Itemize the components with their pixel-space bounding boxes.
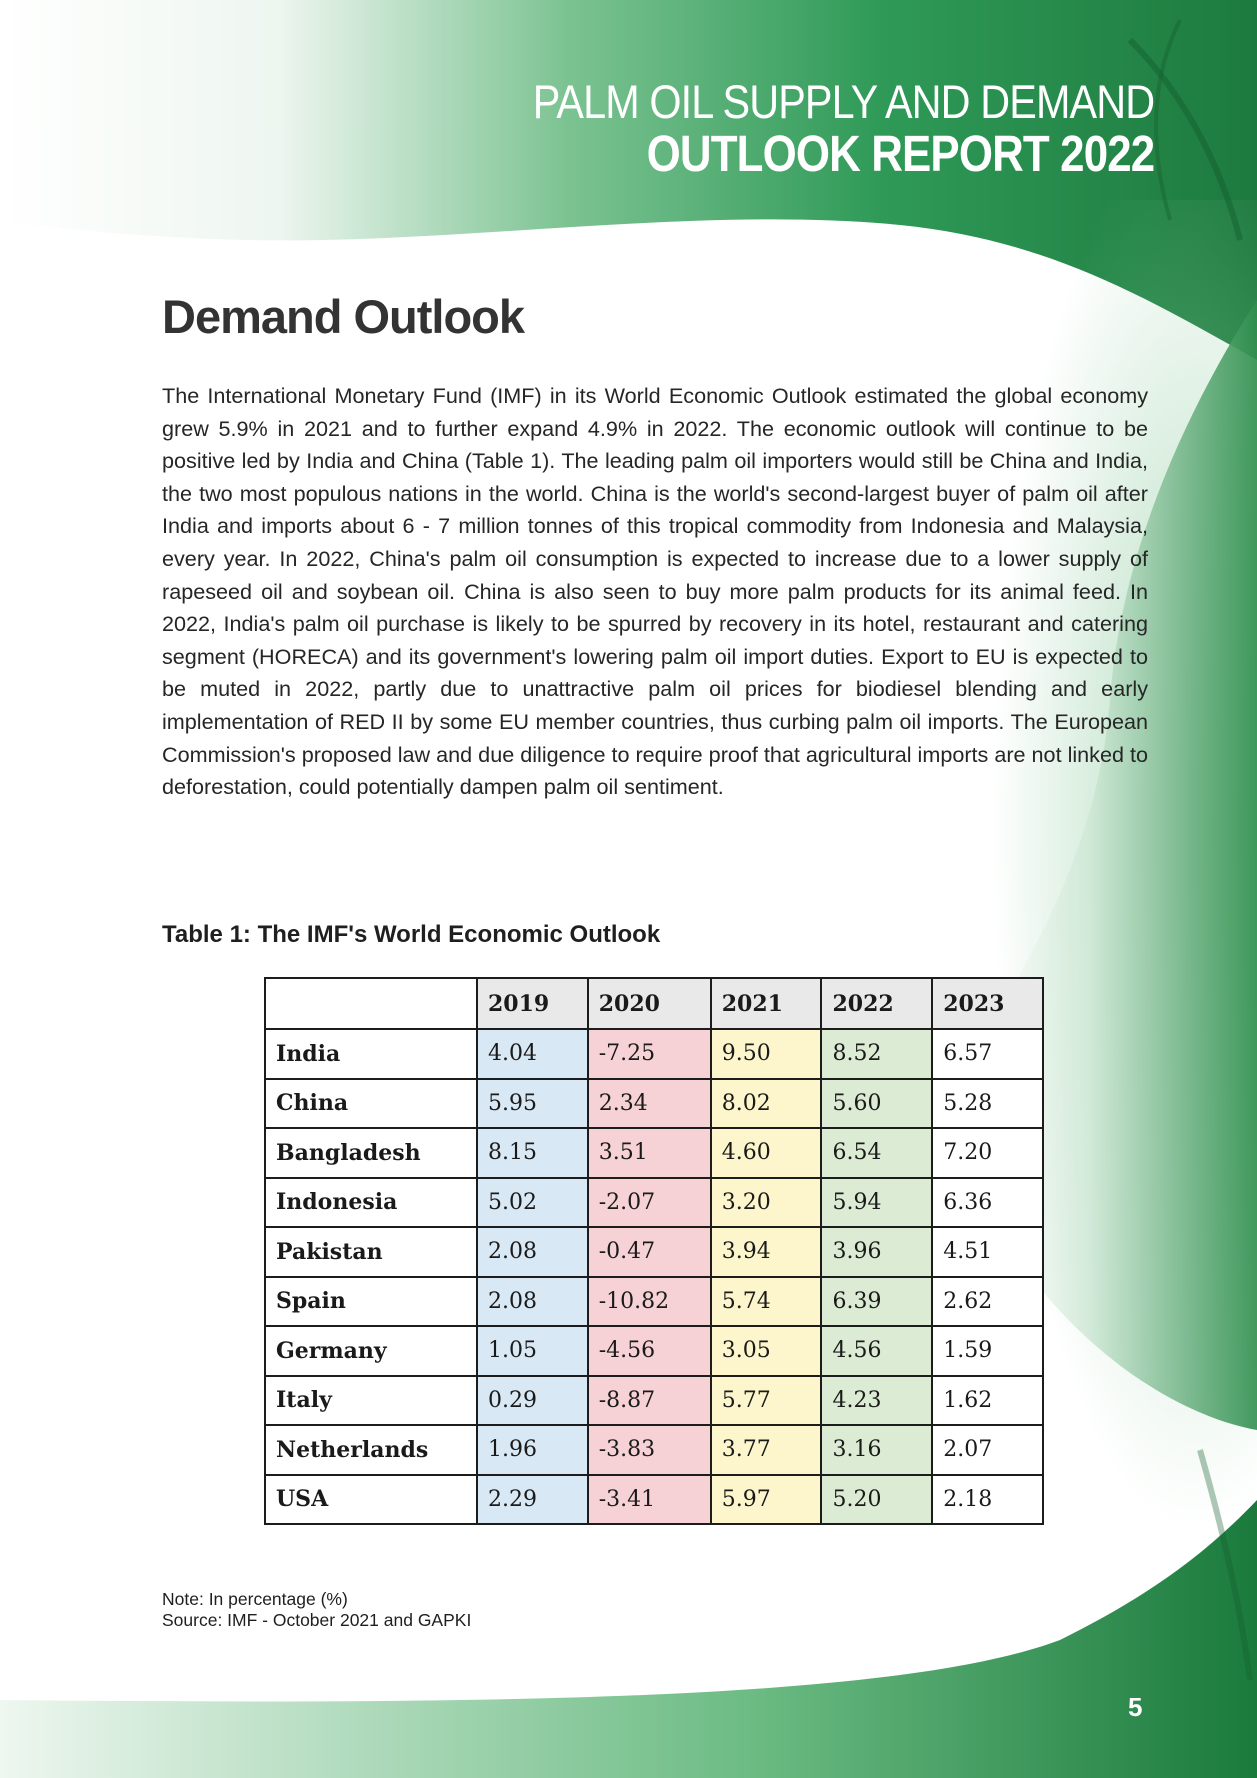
value-cell: 8.52 xyxy=(821,1029,932,1079)
table-notes xyxy=(162,1589,471,1631)
value-cell: 1.59 xyxy=(932,1326,1043,1376)
country-cell: Netherlands xyxy=(265,1425,477,1475)
column-header: 2021 xyxy=(711,978,822,1029)
value-cell: 2.34 xyxy=(588,1079,711,1129)
value-cell: 2.08 xyxy=(477,1227,588,1277)
value-cell: 5.77 xyxy=(711,1376,822,1426)
table-row xyxy=(265,1079,1043,1129)
value-cell: 5.97 xyxy=(711,1475,822,1525)
value-cell: 4.23 xyxy=(821,1376,932,1426)
value-cell: 1.05 xyxy=(477,1326,588,1376)
country-cell: Indonesia xyxy=(265,1178,477,1228)
value-cell: 6.36 xyxy=(932,1178,1043,1228)
page-title: Demand Outlook xyxy=(162,290,525,343)
country-cell: Italy xyxy=(265,1376,477,1426)
value-cell: 3.16 xyxy=(821,1425,932,1475)
value-cell: 5.60 xyxy=(821,1079,932,1129)
value-cell: 4.56 xyxy=(821,1326,932,1376)
value-cell: 6.39 xyxy=(821,1277,932,1327)
column-header: 2020 xyxy=(588,978,711,1029)
value-cell: 2.29 xyxy=(477,1475,588,1525)
value-cell: 3.96 xyxy=(821,1227,932,1277)
value-cell: 0.29 xyxy=(477,1376,588,1426)
value-cell: -8.87 xyxy=(588,1376,711,1426)
value-cell: 5.94 xyxy=(821,1178,932,1228)
value-cell: 7.20 xyxy=(932,1128,1043,1178)
column-header: 2022 xyxy=(821,978,932,1029)
value-cell: 5.28 xyxy=(932,1079,1043,1129)
value-cell: -3.41 xyxy=(588,1475,711,1525)
value-cell: 2.07 xyxy=(932,1425,1043,1475)
value-cell: 3.77 xyxy=(711,1425,822,1475)
country-cell: India xyxy=(265,1029,477,1079)
value-cell: 1.62 xyxy=(932,1376,1043,1426)
country-cell: Pakistan xyxy=(265,1227,477,1277)
table-row xyxy=(265,1475,1043,1525)
value-cell: 4.04 xyxy=(477,1029,588,1079)
value-cell: 8.15 xyxy=(477,1128,588,1178)
value-cell: 9.50 xyxy=(711,1029,822,1079)
table-row xyxy=(265,1376,1043,1426)
imf-outlook-table xyxy=(264,977,1044,1525)
value-cell: 4.60 xyxy=(711,1128,822,1178)
value-cell: -0.47 xyxy=(588,1227,711,1277)
column-header: 2019 xyxy=(477,978,588,1029)
value-cell: 5.20 xyxy=(821,1475,932,1525)
value-cell: 2.62 xyxy=(932,1277,1043,1327)
value-cell: 3.05 xyxy=(711,1326,822,1376)
value-cell: 3.51 xyxy=(588,1128,711,1178)
country-cell: USA xyxy=(265,1475,477,1525)
value-cell: -7.25 xyxy=(588,1029,711,1079)
note-text: Note: In percentage (%) xyxy=(162,1589,348,1609)
table-row xyxy=(265,1178,1043,1228)
value-cell: 3.20 xyxy=(711,1178,822,1228)
value-cell: 5.74 xyxy=(711,1277,822,1327)
country-cell: Spain xyxy=(265,1277,477,1327)
value-cell: -2.07 xyxy=(588,1178,711,1228)
table-row xyxy=(265,1277,1043,1327)
source-text: Source: IMF - October 2021 and GAPKI xyxy=(162,1610,472,1630)
page-number: 5 xyxy=(1128,1692,1143,1722)
value-cell: 1.96 xyxy=(477,1425,588,1475)
table-caption: Table 1: The IMF's World Economic Outlook xyxy=(162,921,661,948)
table-header-row xyxy=(265,978,1043,1029)
country-cell: Germany xyxy=(265,1326,477,1376)
table-row xyxy=(265,1029,1043,1079)
report-title-line1: PALM OIL SUPPLY AND DEMAND xyxy=(532,75,1154,128)
value-cell: 6.54 xyxy=(821,1128,932,1178)
value-cell: 8.02 xyxy=(711,1079,822,1129)
table-row xyxy=(265,1326,1043,1376)
table-body xyxy=(265,1029,1043,1524)
country-cell: China xyxy=(265,1079,477,1129)
value-cell: -10.82 xyxy=(588,1277,711,1327)
value-cell: 5.02 xyxy=(477,1178,588,1228)
value-cell: 6.57 xyxy=(932,1029,1043,1079)
country-cell: Bangladesh xyxy=(265,1128,477,1178)
table-row xyxy=(265,1425,1043,1475)
value-cell: -3.83 xyxy=(588,1425,711,1475)
value-cell: 3.94 xyxy=(711,1227,822,1277)
table-row xyxy=(265,1128,1043,1178)
report-title-line2: OUTLOOK REPORT 2022 xyxy=(646,125,1154,182)
table-row xyxy=(265,1227,1043,1277)
body-paragraph: The International Monetary Fund (IMF) in its World Economic Outlook estimated the global economy grew 5.9% in 2021 and to further expand 4.9% in 2022. The economic outlook will continue to be positive led by India and China (Table 1). The leading palm oil importers would still be China and India, the two most populous nations in the world. China is the world's second-largest buyer of palm oil after India and imports about 6 - 7 million tonnes of this tropical commodity from Indonesia and Malaysia, every year. In 2022, China's palm oil consumption is expected to increase due to a lower supply of rapeseed oil and soybean oil. China is also seen to buy more palm products for its animal feed. In 2022, India's palm oil purchase is likely to be spurred by recovery in its hotel, restaurant and catering segment (HORECA) and its government's lowering palm oil import duties. Export to EU is expected to be muted in 2022, partly due to unattractive palm oil prices for biodiesel blending and early implementation of RED II by some EU member countries, thus curbing palm oil imports. The European Commission's proposed law and due diligence to require proof that agricultural imports are not linked to deforestation, could potentially dampen palm oil sentiment. xyxy=(162,383,1148,800)
value-cell: 4.51 xyxy=(932,1227,1043,1277)
column-header: 2023 xyxy=(932,978,1043,1029)
value-cell: -4.56 xyxy=(588,1326,711,1376)
value-cell: 2.08 xyxy=(477,1277,588,1327)
value-cell: 2.18 xyxy=(932,1475,1043,1525)
table-corner-cell xyxy=(265,978,477,1029)
value-cell: 5.95 xyxy=(477,1079,588,1129)
